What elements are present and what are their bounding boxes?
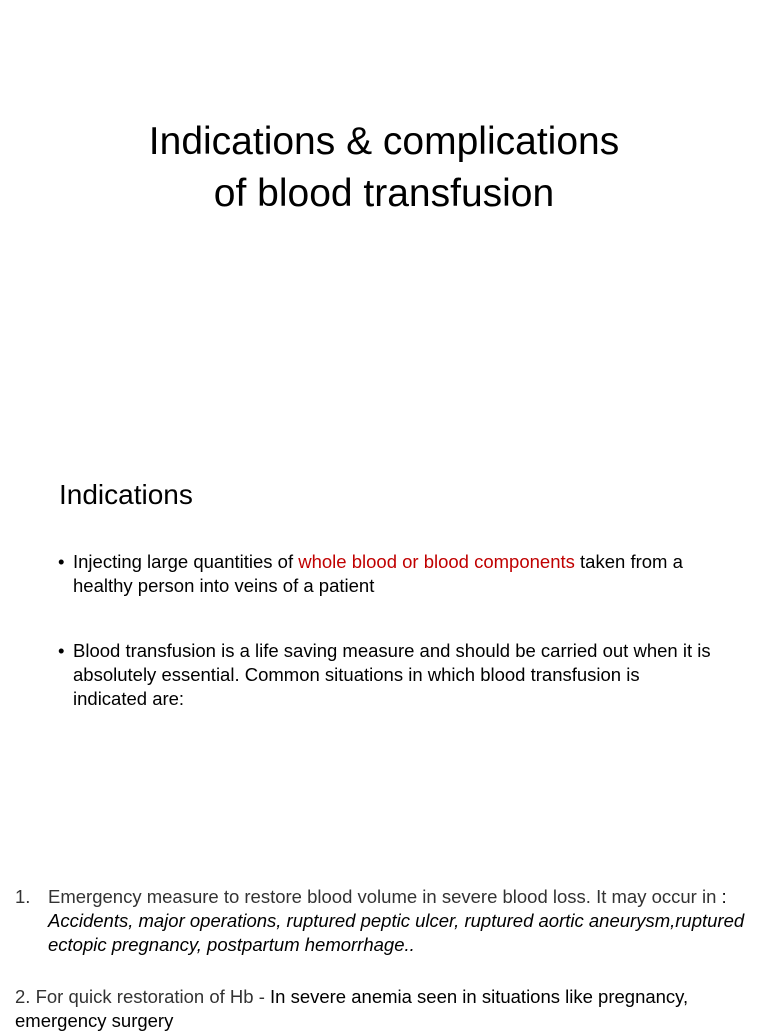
- title-line-2: of blood transfusion: [213, 172, 555, 215]
- item-2-detail: In severe anemia seen in situations like pregnancy, emergency surgery: [15, 986, 689, 1031]
- item-1-colon: :: [721, 886, 727, 907]
- title-line-1: Indications & complications: [148, 120, 620, 163]
- bullet-marker: •: [58, 551, 65, 572]
- slide-title: [0, 116, 768, 220]
- item-2-lead: 2. For quick restoration of Hb -: [15, 986, 270, 1007]
- bullet-text: Blood transfusion is a life saving measure and should be carried out when it is absolutely essential. Common situations in which blood transfusion is indicated are:: [73, 640, 711, 709]
- bullet-text-pre: Injecting large quantities of: [73, 551, 299, 572]
- numbered-item-2: [15, 985, 760, 1033]
- bullet-list-situations: [58, 639, 718, 711]
- section-heading-indications: Indications: [59, 479, 193, 510]
- bullet-marker: •: [58, 640, 65, 661]
- bullet-item-definition: [58, 550, 718, 598]
- bullet-text-highlight: whole blood or blood components: [298, 551, 575, 572]
- bullet-list-definition: [58, 550, 718, 598]
- item-number: 1.: [15, 886, 31, 907]
- numbered-item-1: [15, 885, 760, 957]
- bullet-item-situations: [58, 639, 718, 711]
- item-1-lead: Emergency measure to restore blood volume in severe blood loss. It may occur in: [48, 886, 722, 907]
- item-1-examples: Accidents, major operations, ruptured peptic ulcer, ruptured aortic aneurysm,ruptured ectopic pregnancy, postpartum hemorrhage..: [48, 910, 745, 955]
- bullet-text-post: taken from a healthy person into veins of a patient: [73, 551, 683, 596]
